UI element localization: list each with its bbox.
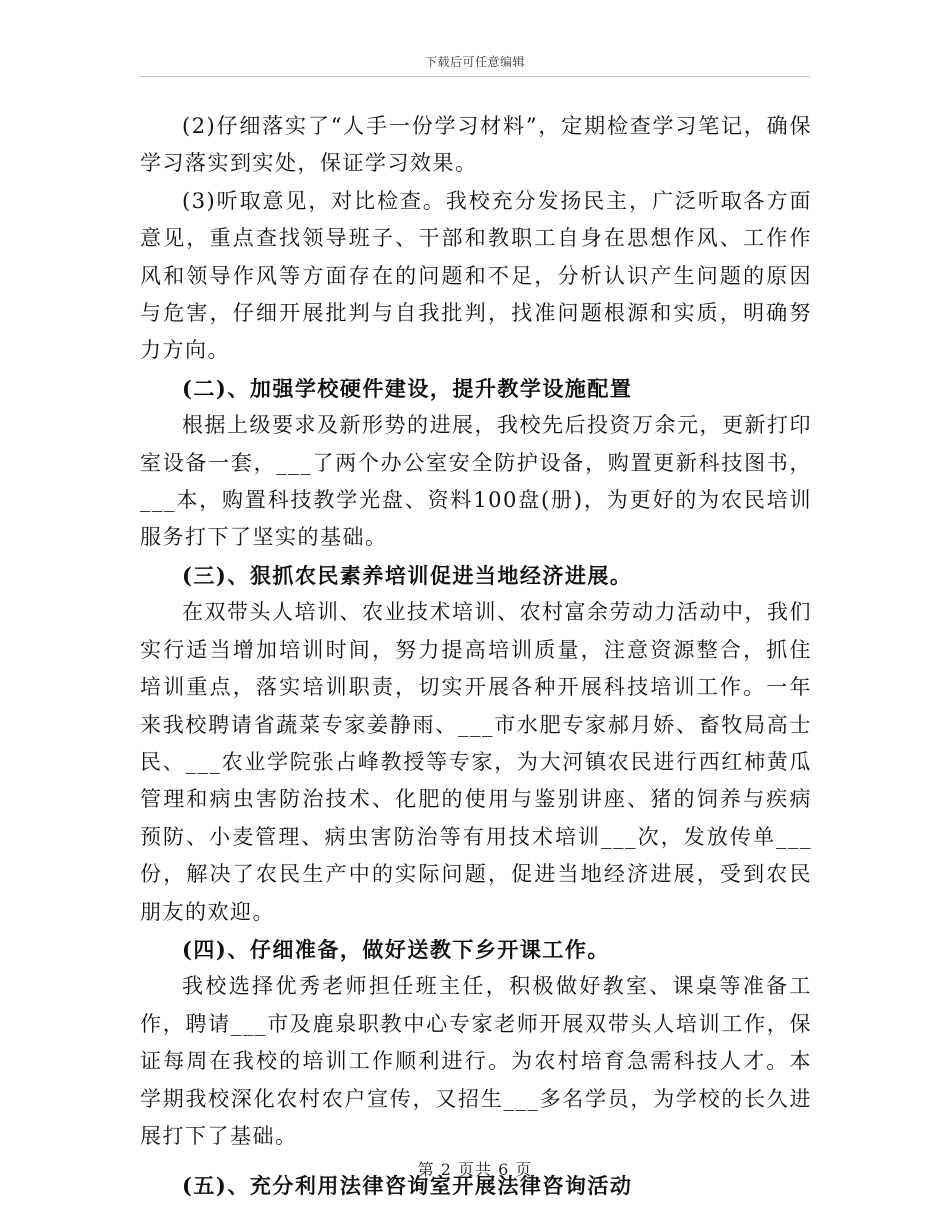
- section-heading-hardware: (二)、加强学校硬件建设，提升教学设施配置: [182, 375, 633, 401]
- section-heading-legal-consulting: (五)、充分利用法律咨询室开展法律咨询活动: [182, 1173, 633, 1199]
- section-heading-teaching-countryside: (四)、仔细准备，做好送教下乡开课工作。: [182, 936, 610, 962]
- page-footer: 第 2 页共 6 页: [417, 1160, 533, 1179]
- document-body: [140, 108, 812, 1205]
- paragraph-farmer-training: 在双带头人培训、农业技术培训、农村富余劳动力活动中，我们实行适当增加培训时间，努力提高培训质量，注意资源整合，抓住培训重点，落实培训职责，切实开展各种开展科技培训工作。一年来我校聘请省蔬菜专家姜静雨、___市水肥专家郝月娇、畜牧局高士民、___农业学院张占峰教授等专家，为大河镇农民进行西红柿黄瓜管理和病虫害防治技术、化肥的使用与鉴别讲座、猪的饲养与疾病预防、小麦管理、病虫害防治等有用技术培训___次，发放传单___份，解决了农民生产中的实际问题，促进当地经济进展，受到农民朋友的欢迎。: [140, 600, 812, 924]
- header-divider: [140, 76, 810, 77]
- paragraph-study-materials: (2)仔细落实了“人手一份学习材料”，定期检查学习笔记，确保学习落实到实处，保证学习效果。: [140, 114, 812, 176]
- paragraph-teaching-countryside: 我校选择优秀老师担任班主任，积极做好教室、课桌等准备工作，聘请___市及鹿泉职教中心专家老师开展双带头人培训工作，保证每周在我校的培训工作顺利进行。为农村培育急需科技人才。本学期我校深化农村农户宣传，又招生___多名学员，为学校的长久进展打下了基础。: [140, 974, 812, 1148]
- paragraph-listen-opinions: (3)听取意见，对比检查。我校充分发扬民主，广泛听取各方面意见，重点查找领导班子、干部和教职工自身在思想作风、工作作风和领导作风等方面存在的问题和不足，分析认识产生问题的原因与危害，仔细开展批判与自我批判，找准问题根源和实质，明确努力方向。: [140, 188, 812, 363]
- section-heading-farmer-training: (三)、狠抓农民素养培训促进当地经济进展。: [182, 562, 633, 588]
- paragraph-hardware: 根据上级要求及新形势的进展，我校先后投资万余元，更新打印室设备一套，___了两个办公室安全防护设备，购置更新科技图书，___本，购置科技教学光盘、资料100盘(册)，为更好的为农民培训服务打下了坚实的基础。: [140, 413, 812, 550]
- page-header: 下载后可任意编辑: [424, 55, 525, 69]
